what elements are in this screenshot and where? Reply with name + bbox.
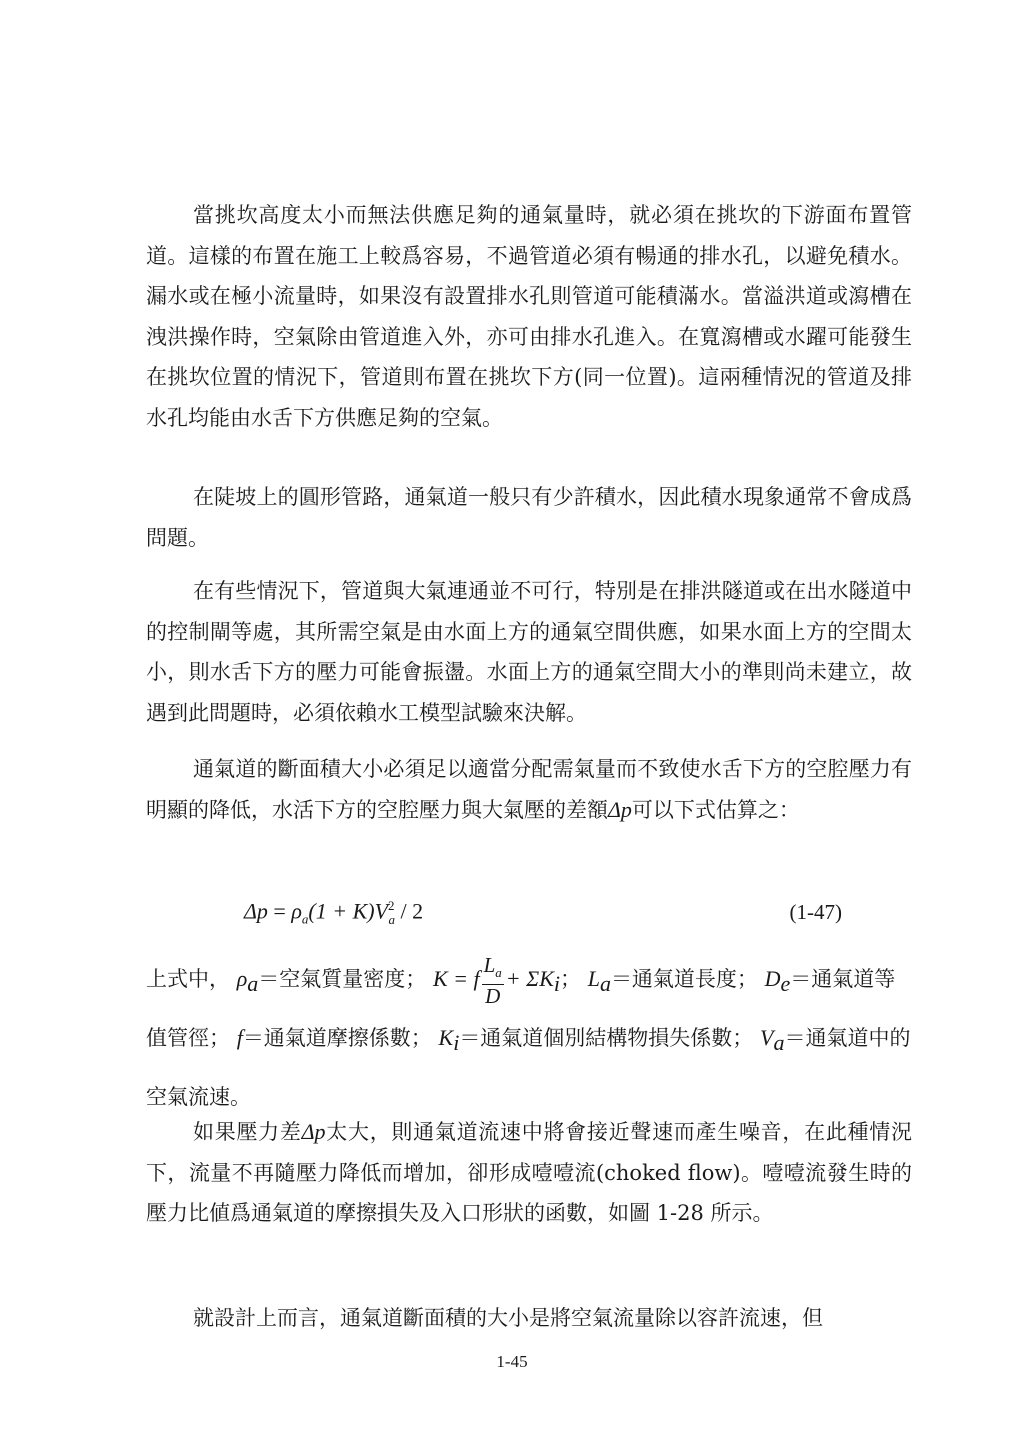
k-equals-f: = f xyxy=(447,966,480,991)
paragraph-1 xyxy=(146,195,912,438)
va-symbol: V xyxy=(760,1025,774,1051)
sum-k-subscript: i xyxy=(553,971,560,997)
fraction-numerator: L xyxy=(483,952,496,977)
paragraph-6-text: 就設計上而言，通氣道斷面積的大小是將空氣流量除以容許流速，但 xyxy=(193,1306,823,1330)
va-definition: ＝通氣道中的空氣流速。 xyxy=(146,1026,911,1110)
rho-subscript: a xyxy=(247,971,259,997)
paragraph-5 xyxy=(146,1112,912,1234)
variable-definitions: 上式中， $\rho_a=$空氣質量密度； K = f $\frac{L_a}{D}$ + $\Sigma K_i$； $L_a=$通氣道長度； $D_e=$通氣道等值管徑； f＝通氣道摩擦係數； $K_i=$通氣道個別結構物損失係數； $V_a=$通氣道中的空氣流速。 xyxy=(146,952,911,1110)
rho-definition: ＝空氣質量密度； xyxy=(258,967,427,991)
eq-tail: / 2 xyxy=(395,898,424,924)
paragraph-3-text: 在有些情況下，管道與大氣連通並不可行，特別是在排洪隧道或在出水隧道中的控制閘等處，其所需空氣是由水面上方的通氣空間供應，如果水面上方的空間太小，則水舌下方的壓力可能會振盪。水面上方的通氣空間大小的準則尚未建立，故遇到此問題時，必須依賴水工模型試驗來決解。 xyxy=(146,579,912,725)
paragraph-4 xyxy=(146,749,912,830)
eq-velocity-subscript: a xyxy=(388,911,396,927)
fraction-numerator-subscript: a xyxy=(495,965,502,981)
va-subscript: a xyxy=(773,1030,785,1056)
eq-rho-subscript: a xyxy=(301,911,309,927)
eq-paren: (1 + K) xyxy=(308,898,375,924)
eq-superscript: 2 xyxy=(388,898,395,913)
f-definition: ＝通氣道摩擦係數； xyxy=(242,1026,432,1051)
de-symbol: D xyxy=(764,966,781,991)
equation-1-47 xyxy=(244,898,423,928)
delta-p-symbol-2: Δp xyxy=(301,1119,326,1144)
page-number: 1-45 xyxy=(496,1352,528,1371)
la-definition: ＝通氣道長度； xyxy=(610,967,758,991)
de-subscript: e xyxy=(780,971,791,997)
ki-symbol: K xyxy=(438,1025,454,1051)
paragraph-1-text: 當挑坎高度太小而無法供應足夠的通氣量時，就必須在挑坎的下游面布置管道。這樣的布置在施工上較爲容易，不過管道必須有暢通的排水孔，以避免積水。漏水或在極小流量時，如果沒有設置排水孔則管道可能積滿水。當溢洪道或瀉槽在洩洪操作時，空氣除由管道進入外，亦可由排水孔進入。在寬瀉槽或水躍可能發生在挑坎位置的情況下，管道則布置在挑坎下方(同一位置)。這兩種情況的管道及排水孔均能由水舌下方供應足夠的空氣。 xyxy=(146,203,912,430)
paragraph-5-text-b: 太大，則通氣道流速中將會接近聲速而產生噪音，在此種情況下，流量不再隨壓力降低而增加，卻形成噎噎流(choked flow)。噎噎流發生時的壓力比値爲通氣道的摩擦損失及入口形狀的函數，如圖 1-28 所示。 xyxy=(146,1120,913,1225)
eq-rho: ρ xyxy=(291,898,302,924)
eq-velocity: V xyxy=(374,898,389,924)
la-symbol: L xyxy=(587,966,600,991)
paragraph-3 xyxy=(146,571,912,733)
sum-k: + ΣK xyxy=(505,966,554,991)
delta-p-symbol: Δp xyxy=(608,796,632,822)
paragraph-4-text-a: 通氣道的斷面積大小必須足以適當分配需氣量而不致使水舌下方的空腔壓力有明顯的降低，水活下方的空腔壓力與大氣壓的差額 xyxy=(146,757,912,822)
defs-lead: 上式中， xyxy=(146,967,230,991)
paragraph-2-text: 在陡坡上的圓形管路，通氣道一般只有少許積水，因此積水現象通常不會成爲問題。 xyxy=(146,485,912,550)
f-symbol: f xyxy=(236,1025,243,1051)
ki-subscript: i xyxy=(453,1030,460,1056)
de-definition: ＝通氣道等值管徑； xyxy=(146,967,896,1051)
eq-equals: = xyxy=(273,898,286,924)
paragraph-6 xyxy=(146,1298,912,1339)
la-subscript: a xyxy=(599,971,611,997)
ki-definition: ＝通氣道個別結構物損失係數； xyxy=(459,1026,754,1051)
paragraph-2 xyxy=(146,477,912,558)
eq-lhs: Δp xyxy=(244,898,268,924)
equation-number: (1-47) xyxy=(789,900,842,924)
paragraph-4-text-b: 可以下式估算之： xyxy=(631,797,800,822)
k-symbol: K xyxy=(432,966,448,991)
l-over-d-fraction xyxy=(482,954,504,1007)
paragraph-5-text-a: 如果壓力差 xyxy=(193,1120,302,1144)
fraction-denominator: D xyxy=(485,984,501,1009)
rho-symbol: ρ xyxy=(236,966,248,991)
